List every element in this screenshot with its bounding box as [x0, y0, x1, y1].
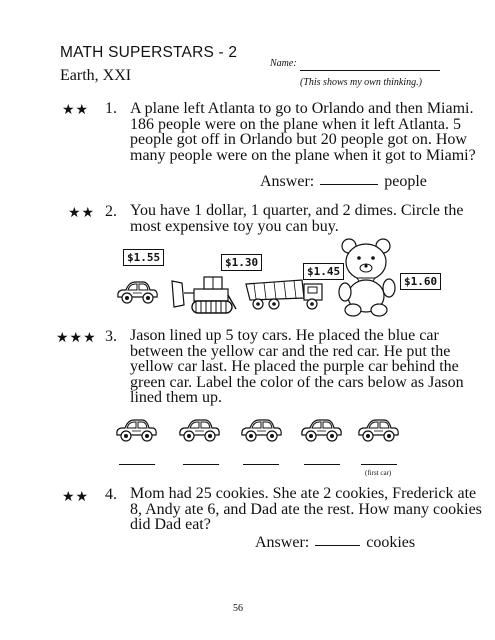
difficulty-stars: ★★	[68, 206, 96, 221]
question-number: 2.	[105, 203, 117, 220]
price-tag: $1.60	[400, 273, 441, 290]
car-icon[interactable]	[116, 280, 160, 304]
answer-label: Answer:	[255, 534, 310, 551]
question-number: 4.	[105, 486, 117, 503]
question-text: Jason lined up 5 toy cars. He placed the blue car between the yellow car and the red car. He put the yellow car last. He placed the purple car behind the green car. Label the color of the cars below as Jason lined them up.	[130, 327, 464, 406]
toy-car-icon	[240, 418, 284, 442]
car-label-blank[interactable]	[183, 464, 219, 465]
bulldozer-icon[interactable]	[170, 275, 240, 317]
toy-car-icon	[357, 418, 401, 442]
question-number: 1.	[105, 100, 117, 117]
price-tag: $1.55	[123, 249, 164, 266]
car-label-blank[interactable]	[119, 464, 155, 465]
first-car-label: (first car)	[365, 469, 392, 477]
difficulty-stars: ★★★	[56, 331, 97, 346]
answer-unit: cookies	[366, 534, 416, 551]
dump-truck-icon[interactable]	[244, 276, 330, 312]
answer-unit: people	[384, 173, 427, 190]
question-text: Mom had 25 cookies. She ate 2 cookies, Frederick ate 8, Andy ate 6, and Dad ate the rest. How many cookies did Dad eat?	[130, 485, 482, 533]
name-label: Name:	[270, 58, 297, 69]
car-label-blank[interactable]	[361, 464, 397, 465]
name-field[interactable]	[300, 70, 440, 71]
worksheet-title: MATH SUPERSTARS - 2	[60, 44, 238, 61]
answer-blank[interactable]	[320, 184, 378, 185]
answer-label: Answer:	[260, 173, 315, 190]
worksheet-subtitle: Earth, XXI	[60, 67, 132, 84]
toy-car-icon	[300, 418, 344, 442]
price-tag: $1.45	[303, 263, 344, 280]
question-number: 3.	[105, 328, 117, 345]
answer-row	[255, 534, 415, 552]
name-note: (This shows my own thinking.)	[300, 77, 422, 88]
question-text: You have 1 dollar, 1 quarter, and 2 dimes. Circle the most expensive toy you can buy.	[130, 202, 464, 235]
teddy-bear-icon[interactable]	[337, 236, 401, 318]
answer-blank[interactable]	[315, 545, 360, 546]
price-tag: $1.30	[221, 254, 262, 271]
car-label-blank[interactable]	[304, 464, 340, 465]
page-number: 56	[233, 603, 243, 614]
toy-car-icon	[115, 418, 159, 442]
question-text: A plane left Atlanta to go to Orlando and then Miami. 186 people were on the plane when it left Atlanta. 5 people got off in Orlando but 20 people got on. How many people were on the plane when it got to Miami?	[130, 100, 476, 164]
answer-row	[260, 173, 427, 191]
toy-car-icon	[178, 418, 222, 442]
car-label-blank[interactable]	[243, 464, 279, 465]
difficulty-stars: ★★	[62, 490, 90, 505]
difficulty-stars: ★★	[62, 103, 90, 118]
